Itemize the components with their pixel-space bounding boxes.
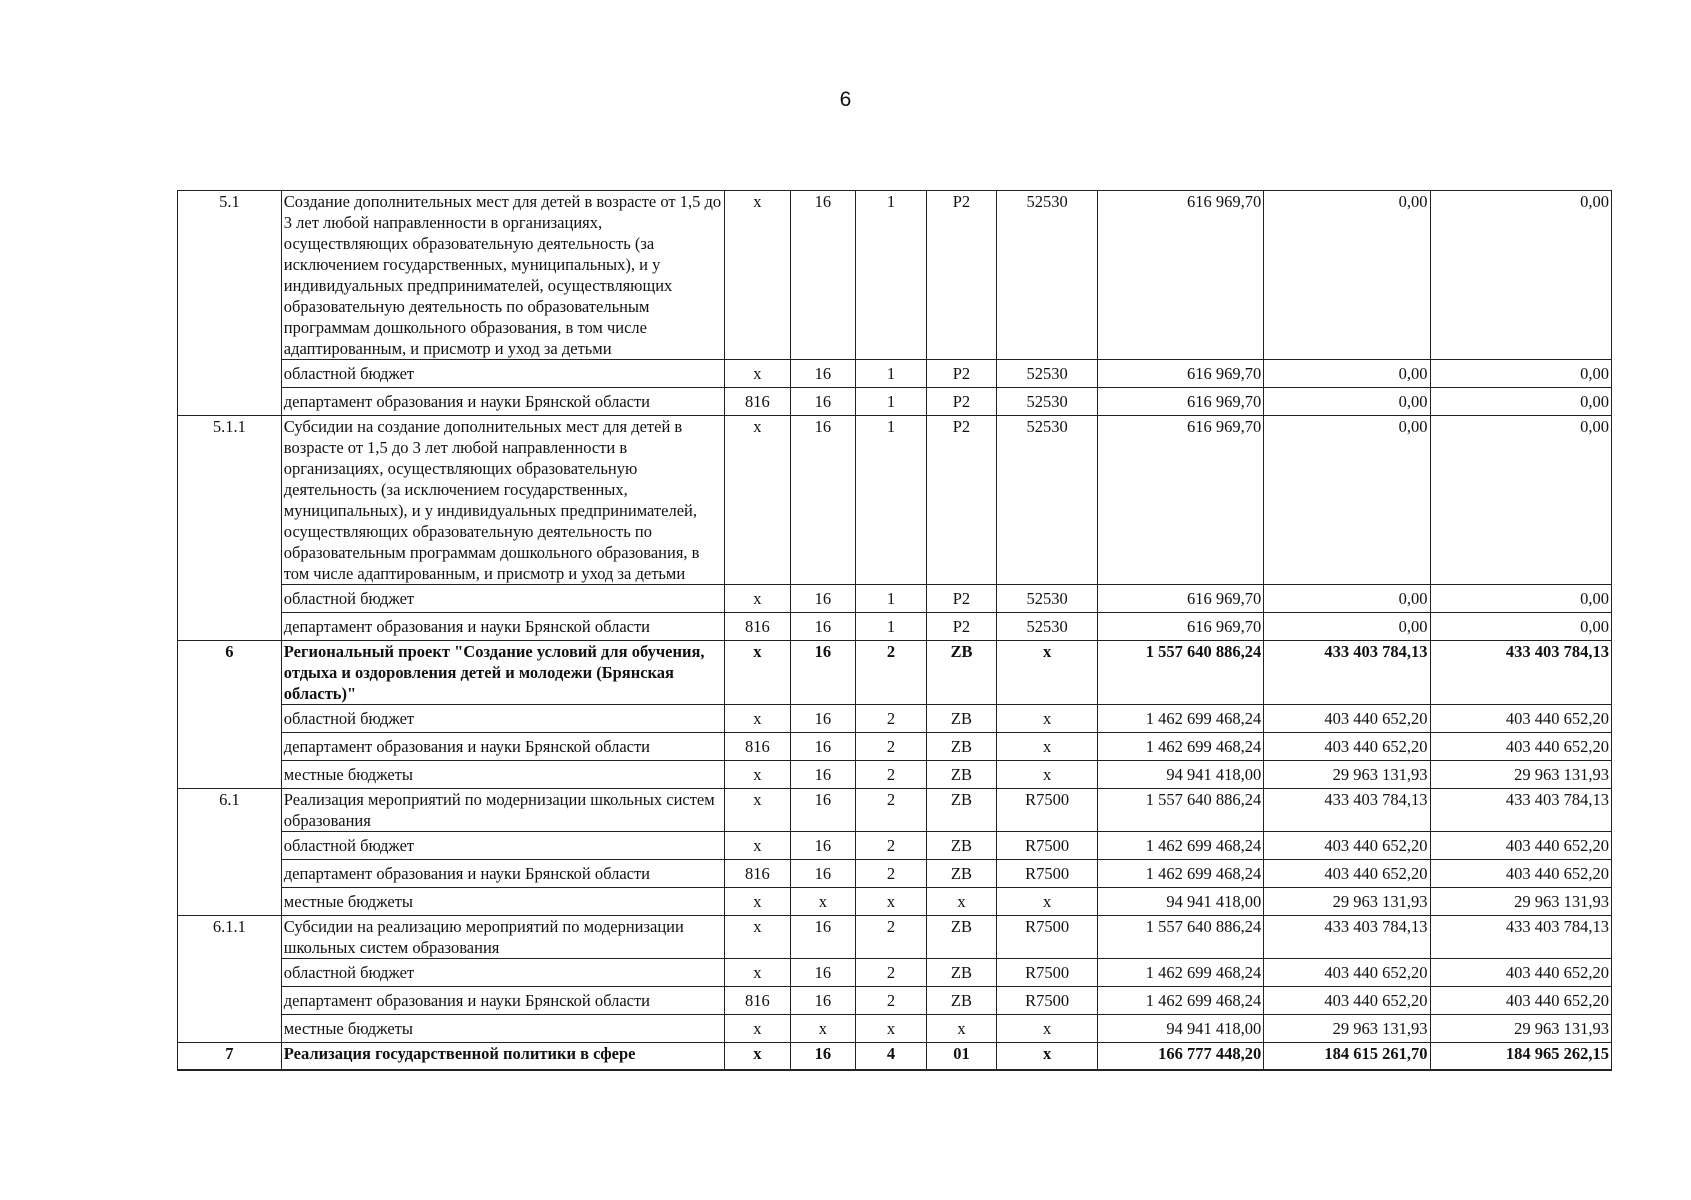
amount-year2-cell: 403 440 652,20 bbox=[1264, 959, 1430, 987]
description-cell: Создание дополнительных мест для детей в возрасте от 1,5 до 3 лет любой направленности в организациях, осуществляющих образовательную деятельность (за исключением государственных, муниципальных), и у индивидуальных предпринимателей, осуществляющих образовательную деятельность по образовательным программам дошкольного образования, в том числе адаптированным, и присмотр и уход за детьми bbox=[281, 191, 724, 360]
amount-year2-cell: 29 963 131,93 bbox=[1264, 761, 1430, 789]
amount-year3-cell: 0,00 bbox=[1430, 360, 1611, 388]
direction-code-cell: x bbox=[997, 761, 1098, 789]
subsection-code-cell: 1 bbox=[856, 585, 927, 613]
description-cell: департамент образования и науки Брянской области bbox=[281, 388, 724, 416]
description-cell: местные бюджеты bbox=[281, 761, 724, 789]
subsection-code-cell: 2 bbox=[856, 959, 927, 987]
amount-year2-cell: 403 440 652,20 bbox=[1264, 733, 1430, 761]
direction-code-cell: R7500 bbox=[997, 832, 1098, 860]
grbs-code-cell: x bbox=[725, 916, 791, 959]
amount-year3-cell: 403 440 652,20 bbox=[1430, 705, 1611, 733]
amount-year1-cell: 616 969,70 bbox=[1098, 613, 1264, 641]
table-row-source bbox=[178, 761, 1612, 789]
section-code-cell: 16 bbox=[790, 860, 856, 888]
amount-year1-cell: 1 462 699 468,24 bbox=[1098, 987, 1264, 1015]
target-article-code-cell: ZB bbox=[926, 641, 997, 705]
section-code-cell: 16 bbox=[790, 388, 856, 416]
section-code-cell: 16 bbox=[790, 1043, 856, 1071]
direction-code-cell: 52530 bbox=[997, 585, 1098, 613]
description-cell: Субсидии на реализацию мероприятий по модернизации школьных систем образования bbox=[281, 916, 724, 959]
item-number-cell: 6.1.1 bbox=[178, 916, 282, 1043]
amount-year2-cell: 29 963 131,93 bbox=[1264, 888, 1430, 916]
grbs-code-cell: x bbox=[725, 888, 791, 916]
amount-year3-cell: 0,00 bbox=[1430, 613, 1611, 641]
amount-year3-cell: 0,00 bbox=[1430, 585, 1611, 613]
amount-year2-cell: 403 440 652,20 bbox=[1264, 987, 1430, 1015]
section-code-cell: 16 bbox=[790, 191, 856, 360]
direction-code-cell: 52530 bbox=[997, 388, 1098, 416]
amount-year3-cell: 403 440 652,20 bbox=[1430, 860, 1611, 888]
grbs-code-cell: 816 bbox=[725, 733, 791, 761]
amount-year1-cell: 166 777 448,20 bbox=[1098, 1043, 1264, 1071]
amount-year1-cell: 94 941 418,00 bbox=[1098, 1015, 1264, 1043]
grbs-code-cell: 816 bbox=[725, 987, 791, 1015]
page-number: 6 bbox=[839, 88, 852, 111]
table-row-source bbox=[178, 987, 1612, 1015]
direction-code-cell: R7500 bbox=[997, 860, 1098, 888]
amount-year1-cell: 1 462 699 468,24 bbox=[1098, 860, 1264, 888]
amount-year1-cell: 616 969,70 bbox=[1098, 191, 1264, 360]
target-article-code-cell: ZB bbox=[926, 789, 997, 832]
grbs-code-cell: x bbox=[725, 585, 791, 613]
section-code-cell: 16 bbox=[790, 416, 856, 585]
description-cell: департамент образования и науки Брянской области bbox=[281, 613, 724, 641]
section-code-cell: 16 bbox=[790, 916, 856, 959]
direction-code-cell: x bbox=[997, 1043, 1098, 1071]
amount-year3-cell: 403 440 652,20 bbox=[1430, 832, 1611, 860]
subsection-code-cell: x bbox=[856, 888, 927, 916]
amount-year2-cell: 0,00 bbox=[1264, 613, 1430, 641]
section-code-cell: 16 bbox=[790, 987, 856, 1015]
grbs-code-cell: x bbox=[725, 789, 791, 832]
amount-year1-cell: 1 462 699 468,24 bbox=[1098, 832, 1264, 860]
amount-year2-cell: 403 440 652,20 bbox=[1264, 860, 1430, 888]
section-code-cell: 16 bbox=[790, 959, 856, 987]
section-code-cell: 16 bbox=[790, 705, 856, 733]
grbs-code-cell: x bbox=[725, 1015, 791, 1043]
table-row-source bbox=[178, 733, 1612, 761]
subsection-code-cell: x bbox=[856, 1015, 927, 1043]
amount-year2-cell: 0,00 bbox=[1264, 388, 1430, 416]
amount-year3-cell: 29 963 131,93 bbox=[1430, 888, 1611, 916]
target-article-code-cell: P2 bbox=[926, 585, 997, 613]
amount-year2-cell: 433 403 784,13 bbox=[1264, 916, 1430, 959]
amount-year3-cell: 184 965 262,15 bbox=[1430, 1043, 1611, 1071]
target-article-code-cell: P2 bbox=[926, 360, 997, 388]
grbs-code-cell: x bbox=[725, 959, 791, 987]
amount-year1-cell: 1 462 699 468,24 bbox=[1098, 959, 1264, 987]
description-cell: областной бюджет bbox=[281, 585, 724, 613]
target-article-code-cell: ZB bbox=[926, 959, 997, 987]
target-article-code-cell: x bbox=[926, 888, 997, 916]
amount-year1-cell: 1 462 699 468,24 bbox=[1098, 705, 1264, 733]
subsection-code-cell: 2 bbox=[856, 705, 927, 733]
direction-code-cell: x bbox=[997, 705, 1098, 733]
amount-year2-cell: 403 440 652,20 bbox=[1264, 832, 1430, 860]
grbs-code-cell: x bbox=[725, 360, 791, 388]
amount-year1-cell: 1 462 699 468,24 bbox=[1098, 733, 1264, 761]
grbs-code-cell: 816 bbox=[725, 613, 791, 641]
description-cell: областной бюджет bbox=[281, 959, 724, 987]
target-article-code-cell: ZB bbox=[926, 733, 997, 761]
section-code-cell: 16 bbox=[790, 789, 856, 832]
section-code-cell: 16 bbox=[790, 360, 856, 388]
target-article-code-cell: ZB bbox=[926, 860, 997, 888]
amount-year3-cell: 403 440 652,20 bbox=[1430, 987, 1611, 1015]
description-cell: Реализация мероприятий по модернизации школьных систем образования bbox=[281, 789, 724, 832]
table-row-source bbox=[178, 613, 1612, 641]
target-article-code-cell: P2 bbox=[926, 388, 997, 416]
amount-year1-cell: 1 557 640 886,24 bbox=[1098, 916, 1264, 959]
direction-code-cell: x bbox=[997, 641, 1098, 705]
amount-year3-cell: 29 963 131,93 bbox=[1430, 1015, 1611, 1043]
amount-year1-cell: 616 969,70 bbox=[1098, 585, 1264, 613]
amount-year2-cell: 0,00 bbox=[1264, 191, 1430, 360]
amount-year1-cell: 616 969,70 bbox=[1098, 360, 1264, 388]
target-article-code-cell: x bbox=[926, 1015, 997, 1043]
amount-year2-cell: 0,00 bbox=[1264, 360, 1430, 388]
description-cell: местные бюджеты bbox=[281, 888, 724, 916]
amount-year3-cell: 433 403 784,13 bbox=[1430, 789, 1611, 832]
target-article-code-cell: ZB bbox=[926, 916, 997, 959]
amount-year2-cell: 184 615 261,70 bbox=[1264, 1043, 1430, 1071]
subsection-code-cell: 1 bbox=[856, 613, 927, 641]
amount-year3-cell: 433 403 784,13 bbox=[1430, 641, 1611, 705]
description-cell: областной бюджет bbox=[281, 832, 724, 860]
description-cell: департамент образования и науки Брянской области bbox=[281, 987, 724, 1015]
subsection-code-cell: 4 bbox=[856, 1043, 927, 1071]
target-article-code-cell: ZB bbox=[926, 832, 997, 860]
grbs-code-cell: x bbox=[725, 191, 791, 360]
grbs-code-cell: x bbox=[725, 705, 791, 733]
subsection-code-cell: 2 bbox=[856, 860, 927, 888]
amount-year1-cell: 616 969,70 bbox=[1098, 416, 1264, 585]
amount-year2-cell: 403 440 652,20 bbox=[1264, 705, 1430, 733]
grbs-code-cell: x bbox=[725, 641, 791, 705]
amount-year3-cell: 0,00 bbox=[1430, 191, 1611, 360]
amount-year3-cell: 403 440 652,20 bbox=[1430, 959, 1611, 987]
target-article-code-cell: ZB bbox=[926, 761, 997, 789]
table-row-item bbox=[178, 191, 1612, 360]
item-number-cell: 7 bbox=[178, 1043, 282, 1071]
description-cell: Реализация государственной политики в сфере bbox=[281, 1043, 724, 1071]
direction-code-cell: 52530 bbox=[997, 191, 1098, 360]
target-article-code-cell: ZB bbox=[926, 987, 997, 1015]
amount-year3-cell: 29 963 131,93 bbox=[1430, 761, 1611, 789]
item-number-cell: 6 bbox=[178, 641, 282, 789]
grbs-code-cell: x bbox=[725, 832, 791, 860]
amount-year3-cell: 433 403 784,13 bbox=[1430, 916, 1611, 959]
table-row-source bbox=[178, 959, 1612, 987]
amount-year1-cell: 94 941 418,00 bbox=[1098, 761, 1264, 789]
subsection-code-cell: 2 bbox=[856, 832, 927, 860]
grbs-code-cell: 816 bbox=[725, 860, 791, 888]
description-cell: Субсидии на создание дополнительных мест для детей в возрасте от 1,5 до 3 лет любой направленности в организациях, осуществляющих образовательную деятельность (за исключением государственных, муниципальных), и у индивидуальных предпринимателей, осуществляющих образовательную деятельность по образовательным программам дошкольного образования, в том числе адаптированным, и присмотр и уход за детьми bbox=[281, 416, 724, 585]
target-article-code-cell: 01 bbox=[926, 1043, 997, 1071]
direction-code-cell: 52530 bbox=[997, 613, 1098, 641]
direction-code-cell: x bbox=[997, 733, 1098, 761]
direction-code-cell: 52530 bbox=[997, 416, 1098, 585]
amount-year1-cell: 616 969,70 bbox=[1098, 388, 1264, 416]
table-body bbox=[178, 191, 1612, 1071]
target-article-code-cell: P2 bbox=[926, 613, 997, 641]
table-row-source bbox=[178, 360, 1612, 388]
table-row-item bbox=[178, 789, 1612, 832]
direction-code-cell: R7500 bbox=[997, 789, 1098, 832]
direction-code-cell: x bbox=[997, 1015, 1098, 1043]
description-cell: областной бюджет bbox=[281, 360, 724, 388]
direction-code-cell: R7500 bbox=[997, 916, 1098, 959]
grbs-code-cell: 816 bbox=[725, 388, 791, 416]
amount-year1-cell: 1 557 640 886,24 bbox=[1098, 789, 1264, 832]
amount-year2-cell: 0,00 bbox=[1264, 416, 1430, 585]
description-cell: департамент образования и науки Брянской области bbox=[281, 733, 724, 761]
section-code-cell: x bbox=[790, 1015, 856, 1043]
subsection-code-cell: 2 bbox=[856, 641, 927, 705]
table-row-source bbox=[178, 860, 1612, 888]
direction-code-cell: x bbox=[997, 888, 1098, 916]
description-cell: областной бюджет bbox=[281, 705, 724, 733]
subsection-code-cell: 2 bbox=[856, 916, 927, 959]
amount-year1-cell: 1 557 640 886,24 bbox=[1098, 641, 1264, 705]
amount-year2-cell: 433 403 784,13 bbox=[1264, 641, 1430, 705]
item-number-cell: 5.1 bbox=[178, 191, 282, 416]
subsection-code-cell: 1 bbox=[856, 388, 927, 416]
section-code-cell: 16 bbox=[790, 613, 856, 641]
table-row-source bbox=[178, 1015, 1612, 1043]
subsection-code-cell: 1 bbox=[856, 191, 927, 360]
item-number-cell: 6.1 bbox=[178, 789, 282, 916]
subsection-code-cell: 2 bbox=[856, 733, 927, 761]
table-row-source bbox=[178, 388, 1612, 416]
budget-table bbox=[177, 190, 1612, 1071]
grbs-code-cell: x bbox=[725, 761, 791, 789]
section-code-cell: 16 bbox=[790, 733, 856, 761]
amount-year1-cell: 94 941 418,00 bbox=[1098, 888, 1264, 916]
amount-year2-cell: 0,00 bbox=[1264, 585, 1430, 613]
amount-year2-cell: 433 403 784,13 bbox=[1264, 789, 1430, 832]
section-code-cell: 16 bbox=[790, 761, 856, 789]
amount-year3-cell: 403 440 652,20 bbox=[1430, 733, 1611, 761]
table-row-item bbox=[178, 641, 1612, 705]
table-row-item bbox=[178, 416, 1612, 585]
subsection-code-cell: 1 bbox=[856, 360, 927, 388]
item-number-cell: 5.1.1 bbox=[178, 416, 282, 641]
section-code-cell: 16 bbox=[790, 585, 856, 613]
section-code-cell: 16 bbox=[790, 832, 856, 860]
section-code-cell: 16 bbox=[790, 641, 856, 705]
table-row-item bbox=[178, 1043, 1612, 1071]
grbs-code-cell: x bbox=[725, 1043, 791, 1071]
subsection-code-cell: 2 bbox=[856, 987, 927, 1015]
table-row-item bbox=[178, 916, 1612, 959]
direction-code-cell: R7500 bbox=[997, 987, 1098, 1015]
amount-year3-cell: 0,00 bbox=[1430, 416, 1611, 585]
description-cell: Региональный проект "Создание условий для обучения, отдыха и оздоровления детей и молодежи (Брянская область)" bbox=[281, 641, 724, 705]
target-article-code-cell: P2 bbox=[926, 416, 997, 585]
target-article-code-cell: P2 bbox=[926, 191, 997, 360]
subsection-code-cell: 1 bbox=[856, 416, 927, 585]
description-cell: департамент образования и науки Брянской области bbox=[281, 860, 724, 888]
table-row-source bbox=[178, 832, 1612, 860]
description-cell: местные бюджеты bbox=[281, 1015, 724, 1043]
direction-code-cell: 52530 bbox=[997, 360, 1098, 388]
section-code-cell: x bbox=[790, 888, 856, 916]
amount-year3-cell: 0,00 bbox=[1430, 388, 1611, 416]
subsection-code-cell: 2 bbox=[856, 761, 927, 789]
direction-code-cell: R7500 bbox=[997, 959, 1098, 987]
grbs-code-cell: x bbox=[725, 416, 791, 585]
table-row-source bbox=[178, 585, 1612, 613]
table-row-source bbox=[178, 888, 1612, 916]
table-row-source bbox=[178, 705, 1612, 733]
subsection-code-cell: 2 bbox=[856, 789, 927, 832]
target-article-code-cell: ZB bbox=[926, 705, 997, 733]
amount-year2-cell: 29 963 131,93 bbox=[1264, 1015, 1430, 1043]
